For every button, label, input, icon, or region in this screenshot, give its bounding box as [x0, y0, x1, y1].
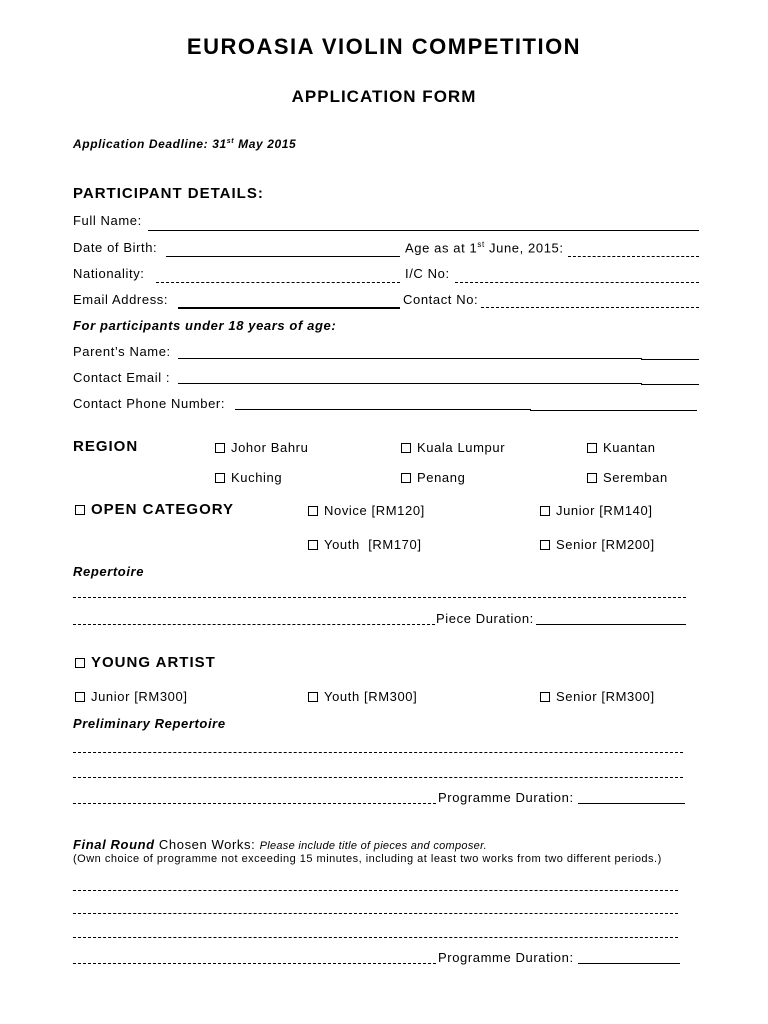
- checkbox-icon[interactable]: [75, 505, 85, 515]
- final-round-field-line[interactable]: [73, 963, 436, 964]
- dob-label: Date of Birth:: [73, 240, 158, 255]
- final-round-heading: Final Round Chosen Works: Please include title of pieces and composer.: [73, 837, 487, 852]
- contact-email-field-end: [641, 384, 699, 385]
- checkbox-icon[interactable]: [75, 658, 85, 668]
- nationality-field[interactable]: [156, 282, 400, 283]
- email-field[interactable]: [178, 307, 400, 309]
- email-label: Email Address:: [73, 292, 169, 307]
- young-artist-heading[interactable]: YOUNG ARTIST: [75, 654, 216, 671]
- young-option-junior[interactable]: Junior [RM300]: [75, 689, 188, 704]
- ic-no-field[interactable]: [455, 282, 699, 283]
- programme-duration-field[interactable]: [578, 803, 685, 804]
- age-field[interactable]: [568, 256, 699, 257]
- contact-phone-field[interactable]: [235, 409, 531, 410]
- form-subtitle: APPLICATION FORM: [291, 87, 477, 106]
- checkbox-icon[interactable]: [540, 506, 550, 516]
- region-option-seremban[interactable]: Seremban: [587, 470, 668, 485]
- contact-email-label: Contact Email :: [73, 370, 171, 385]
- parent-name-label: Parent’s Name:: [73, 344, 171, 359]
- checkbox-icon[interactable]: [401, 443, 411, 453]
- open-category-heading[interactable]: OPEN CATEGORY: [75, 501, 234, 518]
- young-option-senior[interactable]: Senior [RM300]: [540, 689, 655, 704]
- young-option-youth[interactable]: Youth [RM300]: [308, 689, 417, 704]
- full-name-field[interactable]: [148, 230, 699, 231]
- contact-no-field[interactable]: [481, 307, 699, 308]
- contact-phone-field-end: [530, 410, 697, 411]
- preliminary-repertoire-field-line[interactable]: [73, 777, 683, 778]
- checkbox-icon[interactable]: [308, 540, 318, 550]
- region-option-penang[interactable]: Penang: [401, 470, 465, 485]
- region-heading: REGION: [73, 438, 139, 455]
- contact-no-label: Contact No:: [403, 292, 479, 307]
- open-option-youth[interactable]: Youth [RM170]: [308, 537, 422, 552]
- open-option-junior[interactable]: Junior [RM140]: [540, 503, 653, 518]
- open-option-senior[interactable]: Senior [RM200]: [540, 537, 655, 552]
- final-programme-duration-field[interactable]: [578, 963, 680, 964]
- checkbox-icon[interactable]: [587, 443, 597, 453]
- checkbox-icon[interactable]: [215, 473, 225, 483]
- checkbox-icon[interactable]: [75, 692, 85, 702]
- final-programme-duration-label: Programme Duration:: [438, 950, 574, 965]
- application-deadline: Application Deadline: 31st May 2015: [73, 137, 297, 151]
- region-option-kuantan[interactable]: Kuantan: [587, 440, 656, 455]
- checkbox-icon[interactable]: [308, 692, 318, 702]
- preliminary-repertoire-field-line[interactable]: [73, 803, 436, 804]
- final-round-field-line[interactable]: [73, 913, 678, 914]
- participant-details-heading: PARTICIPANT DETAILS:: [73, 185, 264, 202]
- repertoire-field-line[interactable]: [73, 597, 686, 598]
- region-option-kuching[interactable]: Kuching: [215, 470, 282, 485]
- checkbox-icon[interactable]: [540, 540, 550, 550]
- checkbox-icon[interactable]: [215, 443, 225, 453]
- contact-email-field[interactable]: [178, 383, 642, 384]
- contact-phone-label: Contact Phone Number:: [73, 396, 226, 411]
- preliminary-repertoire-label: Preliminary Repertoire: [73, 716, 226, 731]
- checkbox-icon[interactable]: [401, 473, 411, 483]
- preliminary-repertoire-field-line[interactable]: [73, 752, 683, 753]
- final-round-note: (Own choice of programme not exceeding 15 minutes, including at least two works from two different periods.): [73, 853, 662, 865]
- piece-duration-label: Piece Duration:: [436, 611, 534, 626]
- final-round-field-line[interactable]: [73, 937, 678, 938]
- checkbox-icon[interactable]: [308, 506, 318, 516]
- final-round-instruction: Please include title of pieces and composer.: [259, 840, 487, 852]
- repertoire-label: Repertoire: [73, 564, 145, 579]
- final-round-field-line[interactable]: [73, 890, 678, 891]
- checkbox-icon[interactable]: [587, 473, 597, 483]
- programme-duration-label: Programme Duration:: [438, 790, 574, 805]
- dob-field[interactable]: [166, 256, 400, 257]
- minor-participants-heading: For participants under 18 years of age:: [73, 318, 337, 333]
- checkbox-icon[interactable]: [540, 692, 550, 702]
- parent-name-field[interactable]: [178, 358, 642, 359]
- form-title: EUROASIA VIOLIN COMPETITION: [186, 34, 582, 59]
- piece-duration-field[interactable]: [536, 624, 686, 625]
- nationality-label: Nationality:: [73, 266, 145, 281]
- open-option-novice[interactable]: Novice [RM120]: [308, 503, 425, 518]
- region-option-kuala-lumpur[interactable]: Kuala Lumpur: [401, 440, 505, 455]
- ic-no-label: I/C No:: [405, 266, 450, 281]
- repertoire-field-line[interactable]: [73, 624, 435, 625]
- region-option-johor-bahru[interactable]: Johor Bahru: [215, 440, 308, 455]
- full-name-label: Full Name:: [73, 213, 142, 228]
- age-label: Age as at 1st June, 2015:: [405, 240, 564, 256]
- parent-name-field-end: [641, 359, 699, 360]
